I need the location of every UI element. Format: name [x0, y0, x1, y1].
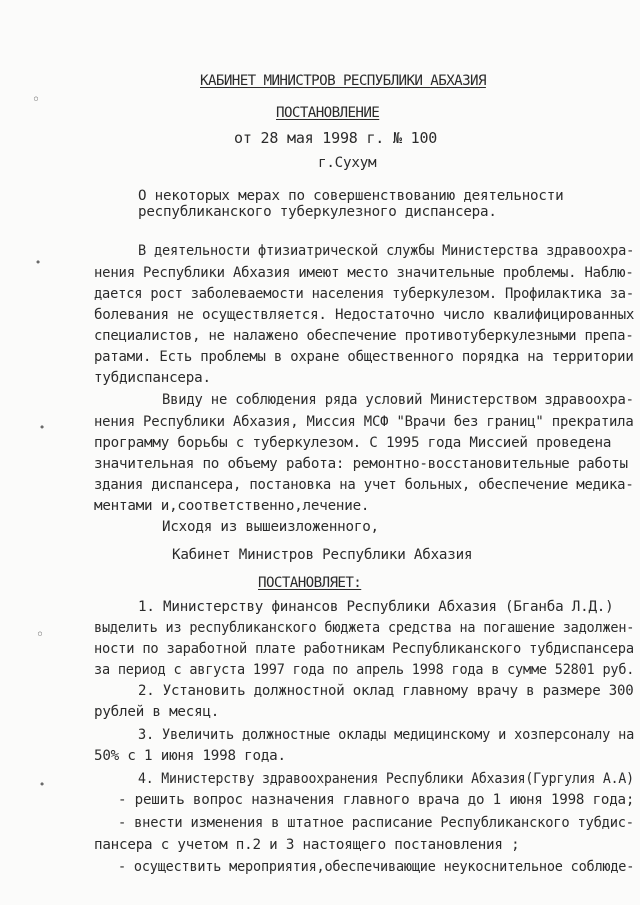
body-line: В деятельности фтизиатрической службы Министерства здравоохра-: [138, 243, 635, 259]
body-line: здания диспансера, постановка на учет больных, обеспечение медика-: [94, 477, 634, 493]
body-line: рублей в месяц.: [94, 704, 220, 720]
margin-punch-mark: [37, 780, 47, 790]
body-line: специалистов, не налажено обеспечение противотуберкулезными препа-: [94, 328, 634, 344]
body-line: нения Республики Абхазия, Миссия МСФ "Врачи без границ" прекратила: [94, 414, 634, 430]
body-line: ности по заработной плате работникам Республиканского тубдиспансера: [94, 641, 634, 657]
document-type: ПОСТАНОВЛЕНИЕ: [276, 105, 380, 121]
margin-punch-mark: [31, 95, 41, 105]
body-line: программу борьбы с туберкулезом. С 1995 года Миссией проведена: [94, 435, 612, 451]
body-line: 50% с 1 июня 1998 года.: [94, 748, 286, 764]
resolves-heading: ПОСТАНОВЛЯЕТ:: [258, 575, 362, 591]
body-line: выделить из республиканского бюджета средства на погашение задолжен-: [94, 620, 635, 636]
bullet-item: - осуществить мероприятия,обеспечивающие неукоснительное соблюде-: [118, 859, 635, 875]
subject-line-1: О некоторых мерах по совершенствованию деятельности: [138, 188, 564, 204]
bullet-item: - внести изменения в штатное расписание Республиканского тубдис-: [118, 815, 634, 831]
subject-line-2: республиканского туберкулезного диспансера.: [138, 204, 497, 220]
body-line: пансера с учетом п.2 и 3 настоящего постановления ;: [94, 837, 520, 853]
resolution-item: 2. Установить должностной оклад главному врачу в размере 300: [138, 683, 634, 699]
resolution-item: 3. Увеличить должностные оклады медицинскому и хозперсоналу на: [138, 727, 635, 743]
resolution-item: 1. Министерству финансов Республики Абхазия (Бганба Л.Д.): [138, 599, 614, 615]
body-line: Ввиду не соблюдения ряда условий Министерством здравоохра-: [162, 392, 634, 408]
body-line: дается рост заболеваемости населения туберкулезом. Профилактика за-: [94, 286, 634, 302]
body-line: Исходя из вышеизложенного,: [162, 519, 379, 535]
body-line: ментами и,соответственно,лечение.: [94, 498, 370, 514]
body-line: ратами. Есть проблемы в охране общественного порядка на территории: [94, 349, 634, 365]
body-line: значительная по объему работа: ремонтно-восстановительные работы: [94, 456, 628, 472]
issuer-line: Кабинет Министров Республики Абхазия: [172, 547, 473, 563]
body-line: тубдиспансера.: [94, 370, 211, 386]
document-city: г.Сухум: [318, 155, 377, 171]
body-line: за период с августа 1997 года по апрель 1998 года в сумме 52801 руб.: [94, 662, 635, 678]
margin-punch-mark: [33, 258, 43, 268]
margin-punch-mark: [37, 423, 47, 433]
margin-punch-mark: [35, 630, 45, 640]
document-date: от 28 мая 1998 г. № 100: [234, 129, 438, 147]
bullet-item: - решить вопрос назначения главного врача до 1 июня 1998 года;: [118, 792, 635, 808]
body-line: нения Республики Абхазия имеют место значительные проблемы. Наблю-: [94, 265, 634, 281]
resolution-item: 4. Министерству здравоохранения Республики Абхазия(Гургулия А.А): [138, 771, 634, 787]
cabinet-title: КАБИНЕТ МИНИСТРОВ РЕСПУБЛИКИ АБХАЗИЯ: [200, 73, 486, 89]
body-line: болевания не осуществляется. Недостаточно число квалифицированных: [94, 307, 635, 323]
